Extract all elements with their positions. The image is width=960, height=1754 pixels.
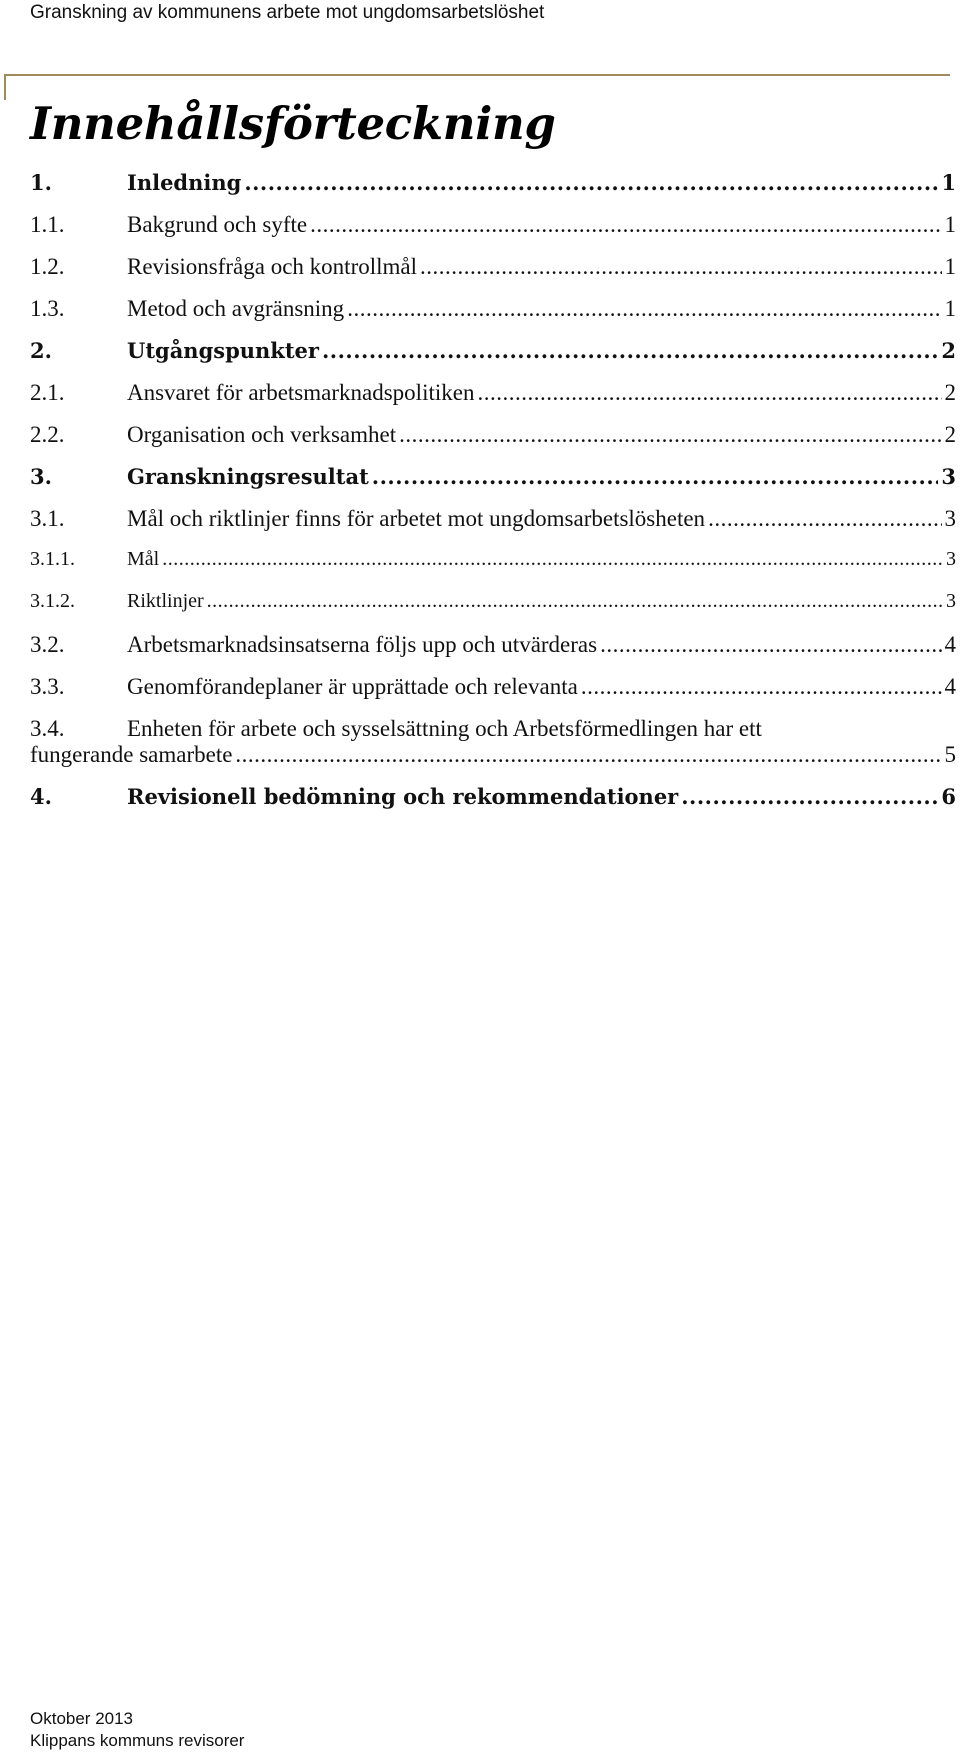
toc-entry-1[interactable] bbox=[30, 170, 956, 212]
dot-leader bbox=[600, 632, 941, 658]
toc-entry-2-2[interactable] bbox=[30, 422, 956, 464]
toc-entry-label: Revisionell bedömning och rekommendationer bbox=[127, 784, 679, 809]
toc-entry-3-1-2[interactable] bbox=[30, 590, 956, 632]
dot-leader bbox=[207, 590, 943, 613]
toc-entry-label: Arbetsmarknadsinsatserna följs upp och utvärderas bbox=[127, 632, 598, 657]
dot-leader bbox=[420, 254, 942, 280]
toc-entry-number: 3.4. bbox=[30, 716, 65, 741]
toc-entry-number: 3.1. bbox=[30, 506, 65, 531]
dot-leader bbox=[399, 422, 941, 448]
dot-leader bbox=[235, 742, 941, 768]
header-rule-corner bbox=[4, 74, 6, 100]
toc-entry-number: 2. bbox=[30, 338, 52, 363]
toc-entry-label: Metod och avgränsning bbox=[127, 296, 345, 321]
dot-leader bbox=[581, 674, 942, 700]
toc-entry-number: 3.1.2. bbox=[30, 590, 75, 612]
toc-entry-1-2[interactable] bbox=[30, 254, 956, 296]
toc-entry-label: Riktlinjer bbox=[127, 590, 204, 612]
toc-entry-page: 1 bbox=[944, 254, 956, 279]
toc-entry-number: 4. bbox=[30, 784, 52, 809]
toc-entry-number: 3.3. bbox=[30, 674, 65, 699]
toc-entry-page: 6 bbox=[941, 784, 956, 809]
toc-entry-label: Mål och riktlinjer finns för arbetet mot ungdomsarbetslösheten bbox=[127, 506, 706, 531]
dot-leader bbox=[162, 548, 943, 571]
toc-entry-page: 3 bbox=[944, 506, 956, 531]
toc-entry-1-3[interactable] bbox=[30, 296, 956, 338]
toc-entry-label: Utgångspunkter bbox=[127, 338, 319, 363]
toc-entry-page: 2 bbox=[941, 338, 956, 363]
toc-entry-page: 3 bbox=[946, 548, 956, 570]
footer-author: Klippans kommuns revisorer bbox=[30, 1731, 245, 1750]
toc-entry-number: 2.2. bbox=[30, 422, 65, 447]
toc-entry-page: 5 bbox=[944, 742, 956, 767]
dot-leader bbox=[477, 380, 941, 406]
header-rule bbox=[4, 74, 950, 76]
toc-entry-label: Revisionsfråga och kontrollmål bbox=[127, 254, 417, 279]
toc-entry-4[interactable] bbox=[30, 784, 956, 826]
toc-entry-2[interactable] bbox=[30, 338, 956, 380]
toc-entry-page: 4 bbox=[944, 674, 956, 699]
toc-title: Innehållsförteckning bbox=[30, 97, 556, 150]
toc-entry-number: 1.3. bbox=[30, 296, 65, 321]
toc-entry-label-continued: fungerande samarbete bbox=[30, 742, 233, 767]
toc-entry-3[interactable] bbox=[30, 464, 956, 506]
toc-entry-number: 3.1.1. bbox=[30, 548, 75, 570]
toc-entry-page: 1 bbox=[944, 296, 956, 321]
dot-leader bbox=[708, 506, 941, 532]
toc-entry-label: Granskningsresultat bbox=[127, 464, 369, 489]
toc-entry-3-2[interactable] bbox=[30, 632, 956, 674]
dot-leader bbox=[322, 338, 938, 363]
toc-entry-label: Enheten för arbete och sysselsättning och Arbetsförmedlingen har ett bbox=[127, 716, 762, 741]
toc-entry-page: 3 bbox=[941, 464, 956, 489]
toc-entry-3-1-1[interactable] bbox=[30, 548, 956, 590]
toc-entry-number: 1. bbox=[30, 170, 52, 195]
toc-entry-label: Ansvaret för arbetsmarknadspolitiken bbox=[127, 380, 475, 405]
dot-leader bbox=[310, 212, 941, 238]
toc-entry-page: 1 bbox=[941, 170, 956, 195]
toc-entry-number: 1.1. bbox=[30, 212, 65, 237]
toc-entry-label: Inledning bbox=[127, 170, 242, 195]
toc-entry-label: Genomförandeplaner är upprättade och relevanta bbox=[127, 674, 578, 699]
toc-entry-1-1[interactable] bbox=[30, 212, 956, 254]
page-footer bbox=[30, 1708, 244, 1752]
toc-entry-page: 4 bbox=[944, 632, 956, 657]
toc-entry-3-1[interactable] bbox=[30, 506, 956, 548]
toc-entry-label: Mål bbox=[127, 548, 160, 570]
toc-entry-number: 3.2. bbox=[30, 632, 65, 657]
toc-entry-3-4[interactable] bbox=[30, 716, 956, 784]
footer-date: Oktober 2013 bbox=[30, 1709, 134, 1728]
dot-leader bbox=[681, 784, 938, 809]
table-of-contents bbox=[30, 170, 956, 826]
toc-entry-number: 2.1. bbox=[30, 380, 65, 405]
toc-entry-number: 3. bbox=[30, 464, 52, 489]
running-header: Granskning av kommunens arbete mot ungdomsarbetslöshet bbox=[30, 2, 545, 23]
toc-entry-page: 1 bbox=[944, 212, 956, 237]
dot-leader bbox=[347, 296, 941, 322]
toc-entry-number: 1.2. bbox=[30, 254, 65, 279]
toc-entry-3-3[interactable] bbox=[30, 674, 956, 716]
dot-leader bbox=[244, 170, 938, 195]
toc-entry-page: 2 bbox=[944, 380, 956, 405]
toc-entry-page: 2 bbox=[944, 422, 956, 447]
toc-entry-label: Bakgrund och syfte bbox=[127, 212, 308, 237]
toc-entry-page: 3 bbox=[946, 590, 956, 612]
toc-entry-2-1[interactable] bbox=[30, 380, 956, 422]
toc-entry-label: Organisation och verksamhet bbox=[127, 422, 397, 447]
dot-leader bbox=[372, 464, 939, 489]
